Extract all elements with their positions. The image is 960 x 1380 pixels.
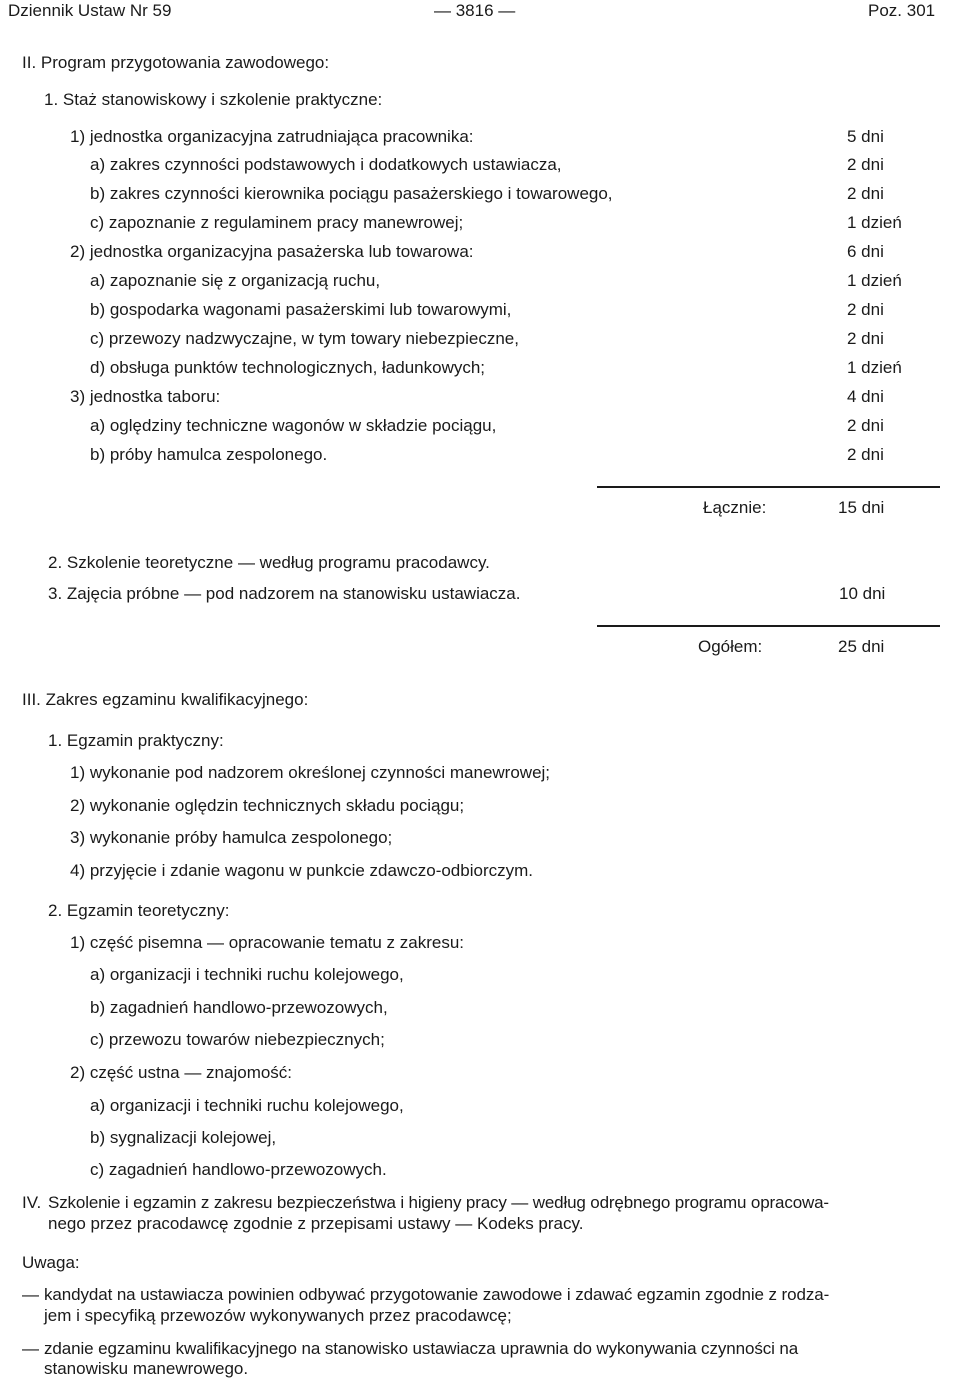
written-part-title: 1) część pisemna — opracowanie tematu z zakresu: <box>70 933 465 952</box>
item-2-text: 2. Szkolenie teoretyczne — według programu pracodawcy. <box>48 553 490 572</box>
program-row-label: d) obsługa punktów technologicznych, ładunkowych; <box>90 358 486 377</box>
practical-exam-item: 4) przyjęcie i zdanie wagonu w punkcie zdawczo-odbiorczym. <box>70 861 533 880</box>
program-row-days: 1 dzień <box>847 358 902 377</box>
oral-part-item: a) organizacji i techniki ruchu kolejowego, <box>90 1096 404 1115</box>
position-number: Poz. 301 <box>868 1 936 20</box>
program-row-label: b) zakres czynności kierownika pociągu pasażerskiego i towarowego, <box>90 184 613 203</box>
grand-total-rule <box>597 625 940 627</box>
grand-total-label: Ogółem: <box>698 637 763 656</box>
theory-exam-title: 2. Egzamin teoretyczny: <box>48 901 230 920</box>
note-dash: — <box>22 1285 39 1304</box>
program-row-label: b) próby hamulca zespolonego. <box>90 445 328 464</box>
program-row-label: a) oględziny techniczne wagonów w składzie pociągu, <box>90 416 497 435</box>
program-row-days: 2 dni <box>847 300 884 319</box>
program-row-label: 1) jednostka organizacyjna zatrudniająca pracownika: <box>70 127 474 146</box>
section-iv-line: nego przez pracodawcę zgodnie z przepisami ustawy — Kodeks pracy. <box>48 1214 584 1233</box>
program-row-days: 1 dzień <box>847 213 902 232</box>
note-item-line: stanowisku manewrowego. <box>44 1359 249 1378</box>
section-ii-title: II. Program przygotowania zawodowego: <box>22 53 330 72</box>
note-dash: — <box>22 1339 39 1358</box>
program-row-days: 1 dzień <box>847 271 902 290</box>
item-1-title: 1. Staż stanowiskowy i szkolenie praktyczne: <box>44 90 383 109</box>
program-row-label: a) zapoznanie się z organizacją ruchu, <box>90 271 381 290</box>
item-3-days: 10 dni <box>839 584 886 603</box>
program-row-label: a) zakres czynności podstawowych i dodatkowych ustawiacza, <box>90 155 562 174</box>
program-row-days: 4 dni <box>847 387 884 406</box>
grand-total-value: 25 dni <box>838 637 885 656</box>
program-row-label: 2) jednostka organizacyjna pasażerska lub towarowa: <box>70 242 474 261</box>
program-row-label: c) przewozy nadzwyczajne, w tym towary niebezpieczne, <box>90 329 519 348</box>
total-label: Łącznie: <box>703 498 767 517</box>
total-value: 15 dni <box>838 498 885 517</box>
total-rule <box>597 486 940 488</box>
program-row-label: 3) jednostka taboru: <box>70 387 221 406</box>
program-row-days: 6 dni <box>847 242 884 261</box>
program-row-days: 2 dni <box>847 445 884 464</box>
section-iv-line: Szkolenie i egzamin z zakresu bezpieczeństwa i higieny pracy — według odrębnego programu opracowa- <box>48 1193 829 1212</box>
note-item-line: jem i specyfiką przewozów wykonywanych przez pracodawcę; <box>44 1306 512 1325</box>
oral-part-title: 2) część ustna — znajomość: <box>70 1063 293 1082</box>
section-iii-title: III. Zakres egzaminu kwalifikacyjnego: <box>22 690 309 709</box>
note-item-line: zdanie egzaminu kwalifikacyjnego na stanowisko ustawiacza uprawnia do wykonywania czynności na <box>44 1339 799 1358</box>
practical-exam-item: 3) wykonanie próby hamulca zespolonego; <box>70 828 393 847</box>
practical-exam-item: 1) wykonanie pod nadzorem określonej czynności manewrowej; <box>70 763 551 782</box>
program-row-days: 2 dni <box>847 416 884 435</box>
written-part-item: b) zagadnień handlowo-przewozowych, <box>90 998 388 1017</box>
program-row-days: 2 dni <box>847 184 884 203</box>
note-title: Uwaga: <box>22 1253 80 1272</box>
program-row-days: 2 dni <box>847 155 884 174</box>
page-number: — 3816 — <box>434 1 516 20</box>
oral-part-item: c) zagadnień handlowo-przewozowych. <box>90 1160 387 1179</box>
oral-part-item: b) sygnalizacji kolejowej, <box>90 1128 277 1147</box>
program-row-label: b) gospodarka wagonami pasażerskimi lub towarowymi, <box>90 300 512 319</box>
item-3-text: 3. Zajęcia próbne — pod nadzorem na stanowisku ustawiacza. <box>48 584 521 603</box>
program-row-days: 2 dni <box>847 329 884 348</box>
practical-exam-title: 1. Egzamin praktyczny: <box>48 731 224 750</box>
section-iv-number: IV. <box>22 1193 42 1212</box>
program-row-label: c) zapoznanie z regulaminem pracy manewrowej; <box>90 213 464 232</box>
program-row-days: 5 dni <box>847 127 884 146</box>
journal-title: Dziennik Ustaw Nr 59 <box>8 1 172 20</box>
note-item-line: kandydat na ustawiacza powinien odbywać przygotowanie zawodowe i zdawać egzamin zgodnie z rodza- <box>44 1285 830 1304</box>
written-part-item: c) przewozu towarów niebezpiecznych; <box>90 1030 385 1049</box>
practical-exam-item: 2) wykonanie oględzin technicznych składu pociągu; <box>70 796 465 815</box>
written-part-item: a) organizacji i techniki ruchu kolejowego, <box>90 965 404 984</box>
